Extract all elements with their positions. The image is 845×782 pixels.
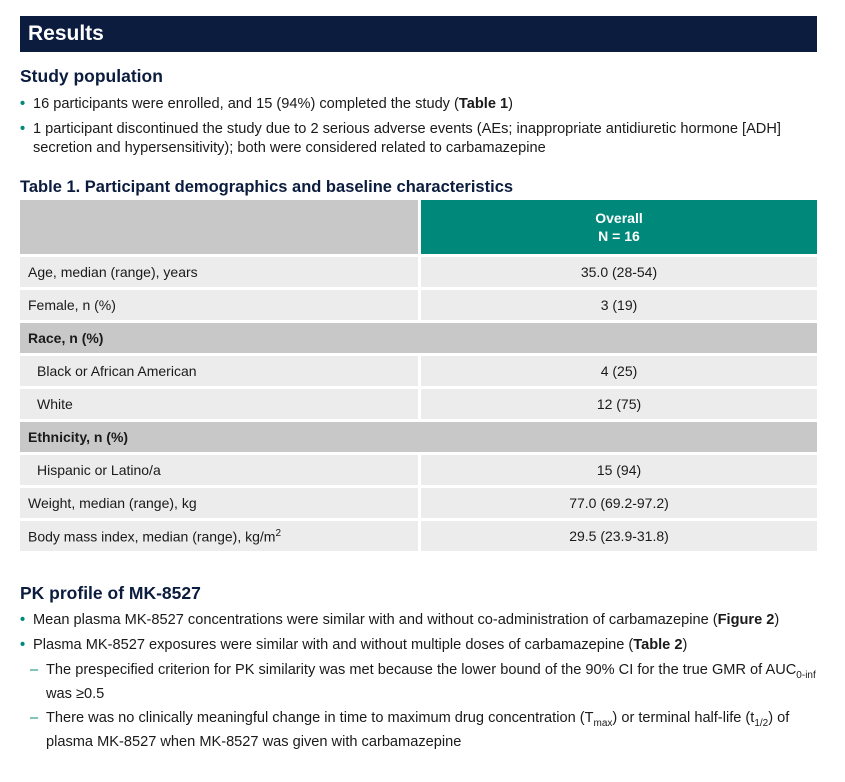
bullet-icon: •: [20, 637, 26, 653]
table-row: Body mass index, median (range), $kg/m^2$ 29.5 (23.9-31.8): [20, 521, 817, 551]
results-header: Results: [20, 16, 817, 52]
sub-list-item: – The prespecified criterion for PK similarity was met because the lower bound of the 90% CI for the true GMR of $AUC_{0-inf}$ was ≥0.5: [30, 662, 816, 702]
demographics-table: [20, 197, 817, 554]
table-row: Weight, median (range), kg 77.0 (69.2-97.2): [20, 488, 817, 518]
list-item: • 1 participant discontinued the study due to 2 serious adverse events (AEs; inappropriate antidiuretic hormone [ADH] secretion and hypersensitivity); both were considered related to carbamazepine: [20, 121, 781, 156]
dash-icon: –: [30, 662, 39, 678]
table-row: Female, n (%) 3 (19): [20, 290, 817, 320]
list-item: • 16 participants were enrolled, and 15 (94%) completed the study (Table 1): [20, 96, 513, 112]
table-caption: Table 1. Participant demographics and baseline characteristics: [20, 178, 514, 196]
study-population-heading: Study population: [20, 66, 163, 86]
pk-profile-heading: PK profile of MK-8527: [20, 583, 201, 603]
dash-icon: –: [30, 709, 39, 726]
table-row: Age, median (range), years 35.0 (28-54): [20, 257, 817, 287]
bullet-icon: •: [20, 612, 26, 628]
bullet-icon: •: [20, 121, 26, 137]
study-population-list: [20, 95, 825, 164]
table-section-row: Ethnicity, n (%): [20, 422, 817, 452]
table-header-row: [20, 200, 817, 254]
table-section-row: Race, n (%): [20, 323, 817, 353]
sub-list-item: – There was no clinically meaningful change in time to maximum drug concentration $(T_{max})$ or terminal half-life $(t_{1/2})$ of plasma MK-8527 when MK-8527 was given with carbamazepine: [30, 709, 790, 750]
table-row: Hispanic or Latino/a 15 (94): [20, 455, 817, 485]
overall-column-header: Overall N = 16: [418, 200, 817, 254]
table-row: White 12 (75): [20, 389, 817, 419]
header-blank-cell: [20, 200, 418, 254]
bullet-icon: •: [20, 96, 26, 112]
pk-profile-list: [20, 611, 825, 757]
list-item: • Plasma MK-8527 exposures were similar with and without multiple doses of carbamazepine (Table 2): [20, 637, 688, 653]
list-item: • Mean plasma MK-8527 concentrations were similar with and without co-administration of carbamazepine (Figure 2): [20, 612, 780, 628]
table-row: Black or African American 4 (25): [20, 356, 817, 386]
